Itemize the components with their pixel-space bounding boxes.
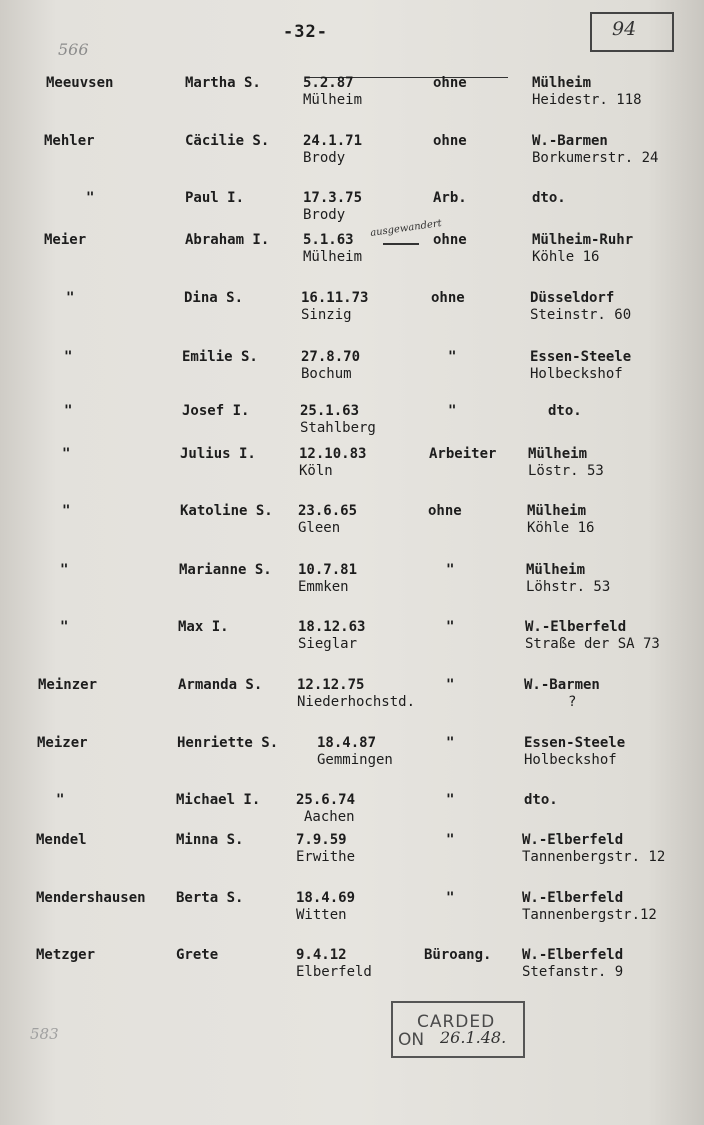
address-street: Löstr. 53	[528, 463, 604, 479]
stamp-carded: CARDED	[417, 1012, 496, 1032]
occupation: ohne	[433, 75, 467, 91]
address	[532, 232, 633, 266]
occupation: ohne	[433, 232, 467, 248]
given-name: Paul I.	[185, 190, 245, 206]
given-name: Grete	[176, 947, 219, 963]
table-row	[0, 947, 704, 997]
address-city: Mülheim	[532, 75, 592, 91]
folio-number: 94	[612, 18, 637, 40]
birth-info	[300, 403, 376, 437]
birth-date: 12.12.75	[297, 677, 365, 693]
stamp-on: ON	[398, 1030, 425, 1050]
birthplace: Elberfeld	[296, 964, 372, 980]
table-row	[0, 735, 704, 785]
surname: Mendershausen	[36, 890, 146, 906]
birth-info	[298, 503, 357, 537]
surname: Metzger	[36, 947, 96, 963]
address-street: Tannenbergstr.12	[522, 907, 657, 923]
birth-info	[303, 190, 362, 224]
occupation: "	[446, 890, 455, 906]
birth-info	[317, 735, 393, 769]
birthplace: Brody	[303, 150, 346, 166]
table-row	[0, 75, 704, 125]
table-row	[0, 677, 704, 727]
address-city: W.-Barmen	[532, 133, 608, 149]
birth-date: 18.4.69	[296, 890, 356, 906]
surname: Meinzer	[38, 677, 98, 693]
table-row	[0, 290, 704, 340]
birthplace: Erwithe	[296, 849, 356, 865]
birthplace: Gemmingen	[317, 752, 393, 768]
address-city: Mülheim	[527, 503, 587, 519]
birth-date: 7.9.59	[296, 832, 347, 848]
address-street: Holbeckshof	[524, 752, 617, 768]
birthplace: Sieglar	[298, 636, 358, 652]
address-city: Düsseldorf	[530, 290, 615, 306]
surname: Mehler	[44, 133, 95, 149]
address-street: Straße der SA 73	[525, 636, 660, 652]
address-city: dto.	[524, 792, 558, 808]
given-name: Henriette S.	[177, 735, 279, 751]
table-row	[0, 446, 704, 496]
address-city: W.-Elberfeld	[522, 947, 624, 963]
birthplace: Witten	[296, 907, 347, 923]
table-row	[0, 349, 704, 399]
surname: "	[86, 190, 95, 206]
birthplace: Sinzig	[301, 307, 352, 323]
birth-date: 12.10.83	[299, 446, 367, 462]
address	[522, 832, 665, 866]
address-street: Steinstr. 60	[530, 307, 632, 323]
birth-date: 25.6.74	[296, 792, 356, 808]
birth-info	[303, 75, 362, 109]
address	[524, 792, 558, 809]
birthplace: Gleen	[298, 520, 341, 536]
occupation: ohne	[431, 290, 465, 306]
margin-note-top: 566	[58, 40, 89, 59]
given-name: Josef I.	[182, 403, 250, 419]
address	[522, 890, 657, 924]
surname: Meeuvsen	[46, 75, 114, 91]
birth-date: 5.1.63	[303, 232, 354, 248]
address	[528, 446, 604, 480]
address-city: Mülheim	[528, 446, 588, 462]
address-city: Mülheim	[526, 562, 586, 578]
address-street: Stefanstr. 9	[522, 964, 624, 980]
handwritten-note: ausgewandert	[369, 218, 443, 239]
birth-date: 16.11.73	[301, 290, 369, 306]
birthplace: Mülheim	[303, 249, 363, 265]
address	[548, 403, 582, 420]
address	[530, 349, 631, 383]
address-city: Essen-Steele	[524, 735, 626, 751]
birth-info	[296, 792, 355, 826]
address-street: Köhle 16	[527, 520, 595, 536]
occupation: "	[446, 735, 455, 751]
birth-info	[297, 677, 415, 711]
birth-info	[301, 349, 360, 383]
occupation: "	[446, 562, 455, 578]
stamp-date: 26.1.48.	[440, 1028, 507, 1047]
address-street: Tannenbergstr. 12	[522, 849, 666, 865]
given-name: Michael I.	[176, 792, 261, 808]
address-city: Essen-Steele	[530, 349, 632, 365]
surname: "	[60, 562, 69, 578]
address	[530, 290, 631, 324]
given-name: Katoline S.	[180, 503, 273, 519]
given-name: Minna S.	[176, 832, 244, 848]
birthplace: Brody	[303, 207, 346, 223]
given-name: Julius I.	[180, 446, 256, 462]
address	[524, 677, 600, 711]
birthplace: Mülheim	[303, 92, 363, 108]
given-name: Berta S.	[176, 890, 244, 906]
address	[527, 503, 594, 537]
address-street: Holbeckshof	[530, 366, 623, 382]
occupation: ohne	[433, 133, 467, 149]
table-row	[0, 619, 704, 669]
birth-date: 9.4.12	[296, 947, 347, 963]
margin-note-bottom: 583	[30, 1025, 59, 1043]
address-street: Heidestr. 118	[532, 92, 642, 108]
given-name: Armanda S.	[178, 677, 263, 693]
birth-date: 18.12.63	[298, 619, 366, 635]
birth-info	[298, 619, 365, 653]
given-name: Martha S.	[185, 75, 261, 91]
address-city: dto.	[548, 403, 582, 419]
birth-info	[298, 562, 357, 596]
address	[525, 619, 660, 653]
birth-info	[296, 947, 372, 981]
birthplace: Köln	[299, 463, 333, 479]
occupation: "	[446, 832, 455, 848]
occupation: "	[446, 677, 455, 693]
surname: Mendel	[36, 832, 87, 848]
surname: "	[64, 349, 73, 365]
occupation: Büroang.	[424, 947, 492, 963]
page-number: -32-	[283, 22, 328, 42]
given-name: Emilie S.	[182, 349, 258, 365]
address-street: Borkumerstr. 24	[532, 150, 659, 166]
address	[522, 947, 623, 981]
surname: "	[64, 403, 73, 419]
surname: "	[62, 446, 71, 462]
table-row	[0, 562, 704, 612]
occupation: "	[446, 792, 455, 808]
surname: "	[56, 792, 65, 808]
birthplace: Aachen	[304, 809, 355, 825]
birth-date: 23.6.65	[298, 503, 358, 519]
address-street: ?	[568, 694, 577, 710]
given-name: Dina S.	[184, 290, 244, 306]
address-street: Köhle 16	[532, 249, 600, 265]
birth-date: 27.8.70	[301, 349, 361, 365]
address-street: Löhstr. 53	[526, 579, 611, 595]
address	[524, 735, 625, 769]
given-name: Max I.	[178, 619, 229, 635]
address-city: W.-Elberfeld	[522, 890, 624, 906]
table-row	[0, 503, 704, 553]
table-row	[0, 133, 704, 183]
occupation: "	[448, 349, 457, 365]
occupation: ohne	[428, 503, 462, 519]
given-name: Cäcilie S.	[185, 133, 270, 149]
table-row	[0, 232, 704, 282]
address-city: W.-Elberfeld	[525, 619, 627, 635]
given-name: Marianne S.	[179, 562, 272, 578]
surname: "	[66, 290, 75, 306]
address	[532, 190, 566, 207]
address-city: Mülheim-Ruhr	[532, 232, 634, 248]
birth-info	[301, 290, 368, 324]
birth-date: 5.2.87	[303, 75, 354, 91]
birth-info	[303, 133, 362, 167]
address	[532, 75, 642, 109]
table-row	[0, 890, 704, 940]
birth-date: 17.3.75	[303, 190, 363, 206]
surname: "	[60, 619, 69, 635]
address	[532, 133, 658, 167]
birthplace: Niederhochstd.	[297, 694, 416, 710]
address	[526, 562, 610, 596]
given-name: Abraham I.	[185, 232, 270, 248]
birth-info	[299, 446, 366, 480]
address-city: W.-Barmen	[524, 677, 600, 693]
birth-date: 18.4.87	[317, 735, 377, 751]
table-row	[0, 832, 704, 882]
birth-date: 24.1.71	[303, 133, 363, 149]
surname: "	[62, 503, 71, 519]
occupation: Arbeiter	[429, 446, 497, 462]
occupation: "	[446, 619, 455, 635]
birth-info	[296, 890, 355, 924]
surname: Meizer	[37, 735, 88, 751]
occupation: Arb.	[433, 190, 467, 206]
birth-date: 25.1.63	[300, 403, 360, 419]
birthplace: Bochum	[301, 366, 352, 382]
birth-info	[303, 232, 362, 266]
birth-date: 10.7.81	[298, 562, 358, 578]
birthplace: Stahlberg	[300, 420, 376, 436]
surname: Meier	[44, 232, 87, 248]
occupation: "	[448, 403, 457, 419]
address-city: W.-Elberfeld	[522, 832, 624, 848]
address-city: dto.	[532, 190, 566, 206]
birth-info	[296, 832, 355, 866]
birthplace: Emmken	[298, 579, 349, 595]
